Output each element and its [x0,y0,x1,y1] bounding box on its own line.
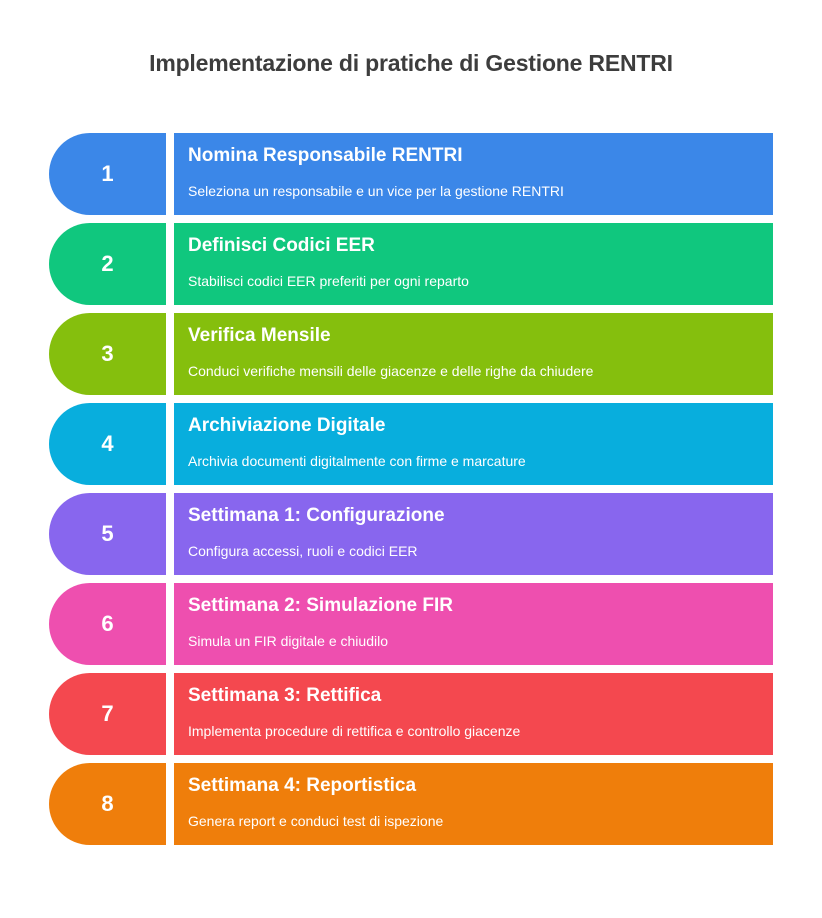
step-description: Conduci verifiche mensili delle giacenze e delle righe da chiudere [188,363,594,379]
step-7 [49,673,773,755]
step-description: Simula un FIR digitale e chiudilo [188,633,388,649]
step-content [174,403,773,485]
step-description: Stabilisci codici EER preferiti per ogni reparto [188,273,469,289]
step-number-badge: 7 [49,673,166,755]
step-4 [49,403,773,485]
step-description: Implementa procedure di rettifica e controllo giacenze [188,723,521,739]
step-content [174,493,773,575]
step-8 [49,763,773,845]
step-title: Definisci Codici EER [188,235,375,256]
step-description: Seleziona un responsabile e un vice per la gestione RENTRI [188,183,564,199]
step-title: Settimana 3: Rettifica [188,685,382,706]
step-title: Archiviazione Digitale [188,415,386,436]
step-6 [49,583,773,665]
step-content [174,583,773,665]
step-content [174,763,773,845]
diagram-title: Implementazione di pratiche di Gestione RENTRI [149,50,673,76]
step-5 [49,493,773,575]
step-number-badge: 3 [49,313,166,395]
step-content [174,673,773,755]
step-description: Configura accessi, ruoli e codici EER [188,543,418,559]
step-content [174,313,773,395]
step-description: Genera report e conduci test di ispezione [188,813,444,829]
step-3 [49,313,773,395]
step-number-badge: 2 [49,223,166,305]
step-number-badge: 4 [49,403,166,485]
step-number-badge: 8 [49,763,166,845]
step-2 [49,223,773,305]
step-title: Verifica Mensile [188,325,331,346]
steps-list [49,133,773,853]
step-number-badge: 1 [49,133,166,215]
step-number-badge: 6 [49,583,166,665]
step-title: Settimana 1: Configurazione [188,505,445,526]
step-number-badge: 5 [49,493,166,575]
step-title: Settimana 2: Simulazione FIR [188,595,453,616]
step-1 [49,133,773,215]
step-title: Nomina Responsabile RENTRI [188,145,463,166]
step-content [174,223,773,305]
step-title: Settimana 4: Reportistica [188,775,417,796]
step-description: Archivia documenti digitalmente con firme e marcature [188,453,526,469]
step-content [174,133,773,215]
